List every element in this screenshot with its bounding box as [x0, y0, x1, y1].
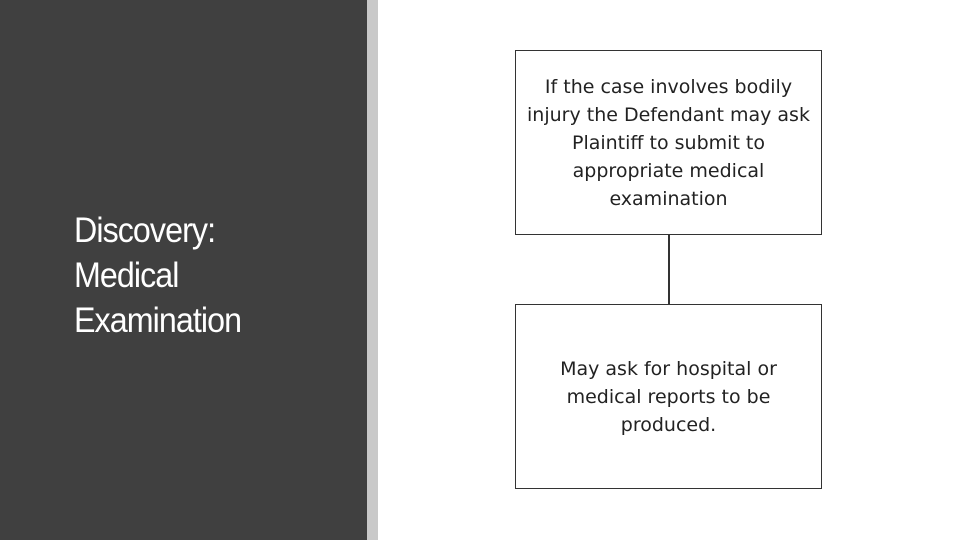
title-line-3: Examination [74, 301, 242, 340]
flow-connector-line [668, 235, 670, 304]
flow-box-hospital-reports [515, 304, 822, 489]
flow-box-text: If the case involves bodily injury the Defendant may ask Plaintiff to submit to appropriate medical examination [527, 76, 810, 210]
flow-box-text: May ask for hospital or medical reports to be produced. [560, 358, 777, 436]
title-line-2: Medical [74, 256, 179, 295]
slide-title [74, 208, 332, 343]
flow-box-medical-examination [515, 50, 822, 235]
panel-edge-divider [367, 0, 378, 540]
title-line-1: Discovery: [74, 211, 216, 250]
